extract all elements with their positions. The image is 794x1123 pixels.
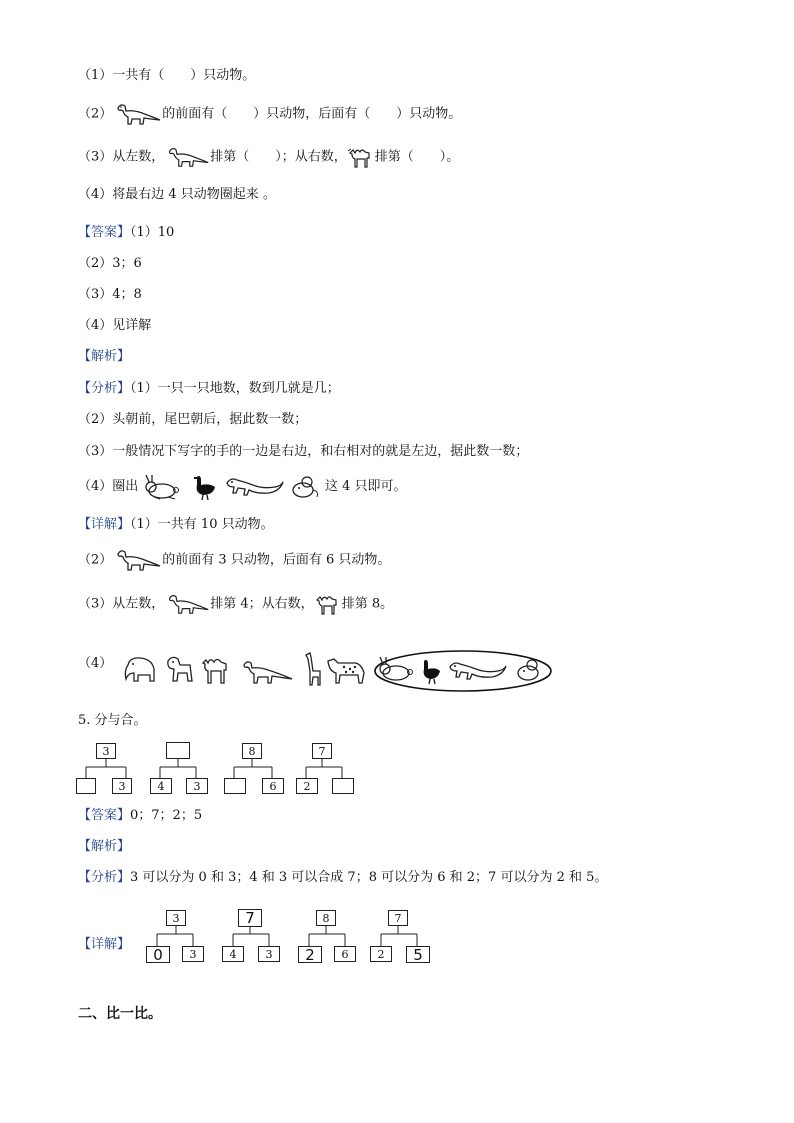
analysis-2: （2）头朝前，尾巴朝后，据此数一数； — [78, 412, 308, 427]
analysis-4-suffix: 这 4 只即可。 — [324, 479, 407, 494]
analysis-line-4 — [78, 472, 407, 502]
detail-line-2 — [78, 548, 390, 572]
tree-right-box: 3 — [258, 946, 280, 962]
analysis-line-1 — [78, 380, 340, 398]
q5-answer — [78, 807, 202, 825]
q5-tree-2 — [150, 742, 210, 796]
q5-title: 5. 分与合。 — [78, 713, 147, 728]
giraffe-icon — [306, 653, 320, 685]
q5-analysis-tag: 【分析】 — [78, 870, 131, 885]
tree-right-box: 6 — [262, 778, 284, 794]
q5-answer-text: 0；7；2；5 — [130, 808, 203, 823]
goose-icon — [424, 660, 440, 684]
tree-top-box: 3 — [166, 910, 186, 926]
q-line-1: （1）一共有（ ）只动物。 — [78, 68, 256, 83]
tree-right-box — [332, 778, 354, 794]
tree-right-box: 6 — [334, 946, 356, 962]
q-line-3 — [78, 145, 459, 169]
answer-2: （2）3；6 — [78, 256, 142, 271]
tree-left-box: 4 — [222, 946, 244, 962]
tree-top-box: 7 — [388, 910, 408, 926]
tree-left-box — [76, 778, 96, 794]
tree-left-box: 4 — [150, 778, 172, 794]
goose-icon — [189, 473, 219, 501]
dog-icon — [168, 657, 192, 681]
dinosaur-icon — [164, 592, 210, 616]
mouse-icon — [289, 473, 321, 501]
tree-top-box: 8 — [316, 910, 336, 926]
answer-1: （1）10 — [130, 225, 175, 240]
q-line-3-middle: 排第（ ）；从右数， — [210, 149, 347, 165]
tree-right-box: 3 — [186, 778, 208, 794]
tree-top-box: 7 — [312, 743, 332, 759]
q5-detail-tree-4 — [370, 908, 432, 964]
q5-detail-tree-2 — [222, 908, 284, 964]
camel-icon — [203, 660, 226, 684]
detail-3-middle: 排第 4；从右数， — [210, 596, 314, 612]
q5-detail-tree-1 — [146, 908, 208, 964]
q5-detail-tag — [78, 936, 130, 954]
detail-3-prefix: （3）从左数， — [78, 596, 165, 612]
tree-top-box: 8 — [242, 743, 262, 759]
q-line-2 — [78, 102, 461, 126]
detail-1: （1）一共有 10 只动物。 — [130, 517, 274, 532]
animal-row — [120, 645, 560, 693]
lizard-icon — [450, 663, 506, 679]
section-heading: 二、比一比。 — [78, 1006, 162, 1022]
camel-icon — [314, 592, 342, 616]
tree-top-box: 3 — [96, 743, 116, 759]
rabbit-icon — [142, 473, 184, 501]
analysis-3: （3）一般情况下写字的手的一边是右边，和右相对的就是左边，据此数一数； — [78, 444, 529, 459]
tree-right-box: 3 — [182, 946, 204, 962]
answer-tag: 【答案】 — [78, 225, 131, 240]
q5-analysis-text: 3 可以分为 0 和 3；4 和 3 可以合成 7；8 可以分为 6 和 2；7 可以分为 2 和 5。 — [130, 870, 608, 885]
elephant-icon — [125, 658, 154, 681]
dinosaur-icon — [244, 662, 292, 683]
q5-tree-3 — [224, 742, 286, 796]
q5-tree-4 — [296, 742, 356, 796]
rabbit-icon — [380, 657, 413, 680]
analysis-1: （1）一只一只地数，数到几就是几； — [130, 381, 340, 396]
q5-answer-tag: 【答案】 — [78, 808, 131, 823]
tree-right-box: 3 — [112, 778, 132, 794]
detail-tag: 【详解】 — [78, 517, 131, 532]
q5-detail-tree-3 — [298, 908, 360, 964]
answer-3: （3）4；8 — [78, 287, 142, 302]
detail-3-suffix: 排第 8。 — [341, 596, 394, 612]
tree-left-box: 2 — [296, 778, 318, 794]
q5-jiexi-tag: 【解析】 — [78, 839, 131, 854]
camel-icon — [347, 145, 375, 169]
leopard-icon — [328, 659, 364, 683]
dinosaur-icon — [112, 548, 162, 572]
detail-4-label: （4） — [78, 656, 113, 671]
tree-left-box: 2 — [370, 946, 392, 962]
detail-2-suffix: 的前面有 3 只动物，后面有 6 只动物。 — [162, 552, 391, 568]
q-line-2-suffix: 的前面有（ ）只动物，后面有（ ）只动物。 — [162, 106, 462, 122]
q5-detail-tag-text: 【详解】 — [78, 937, 131, 952]
detail-line-3 — [78, 592, 393, 616]
tree-right-box: 5 — [406, 946, 430, 963]
q-line-4: （4）将最右边 4 只动物圈起来 。 — [78, 187, 276, 202]
tree-top-box — [166, 742, 190, 759]
q-line-2-prefix: （2） — [78, 106, 113, 122]
analysis-tag: 【分析】 — [78, 381, 131, 396]
jiexi-tag: 【解析】 — [78, 349, 131, 364]
answer-4: （4）见详解 — [78, 318, 152, 333]
q5-analysis — [78, 869, 607, 887]
detail-2-prefix: （2） — [78, 552, 113, 568]
tree-left-box — [224, 778, 246, 794]
q-line-3-suffix: 排第（ ）。 — [374, 149, 460, 165]
tree-top-box: 7 — [238, 909, 262, 927]
q5-tree-1 — [76, 742, 136, 796]
tree-left-box: 0 — [146, 946, 170, 963]
dinosaur-icon — [112, 102, 162, 126]
mouse-icon — [518, 660, 538, 680]
detail-line-1 — [78, 516, 274, 534]
tree-left-box: 2 — [298, 946, 322, 963]
analysis-4-prefix: （4）圈出 — [78, 479, 139, 494]
dinosaur-icon — [164, 145, 210, 169]
answer-line-1 — [78, 224, 174, 242]
q-line-3-prefix: （3）从左数， — [78, 149, 165, 165]
lizard-icon — [223, 473, 285, 501]
